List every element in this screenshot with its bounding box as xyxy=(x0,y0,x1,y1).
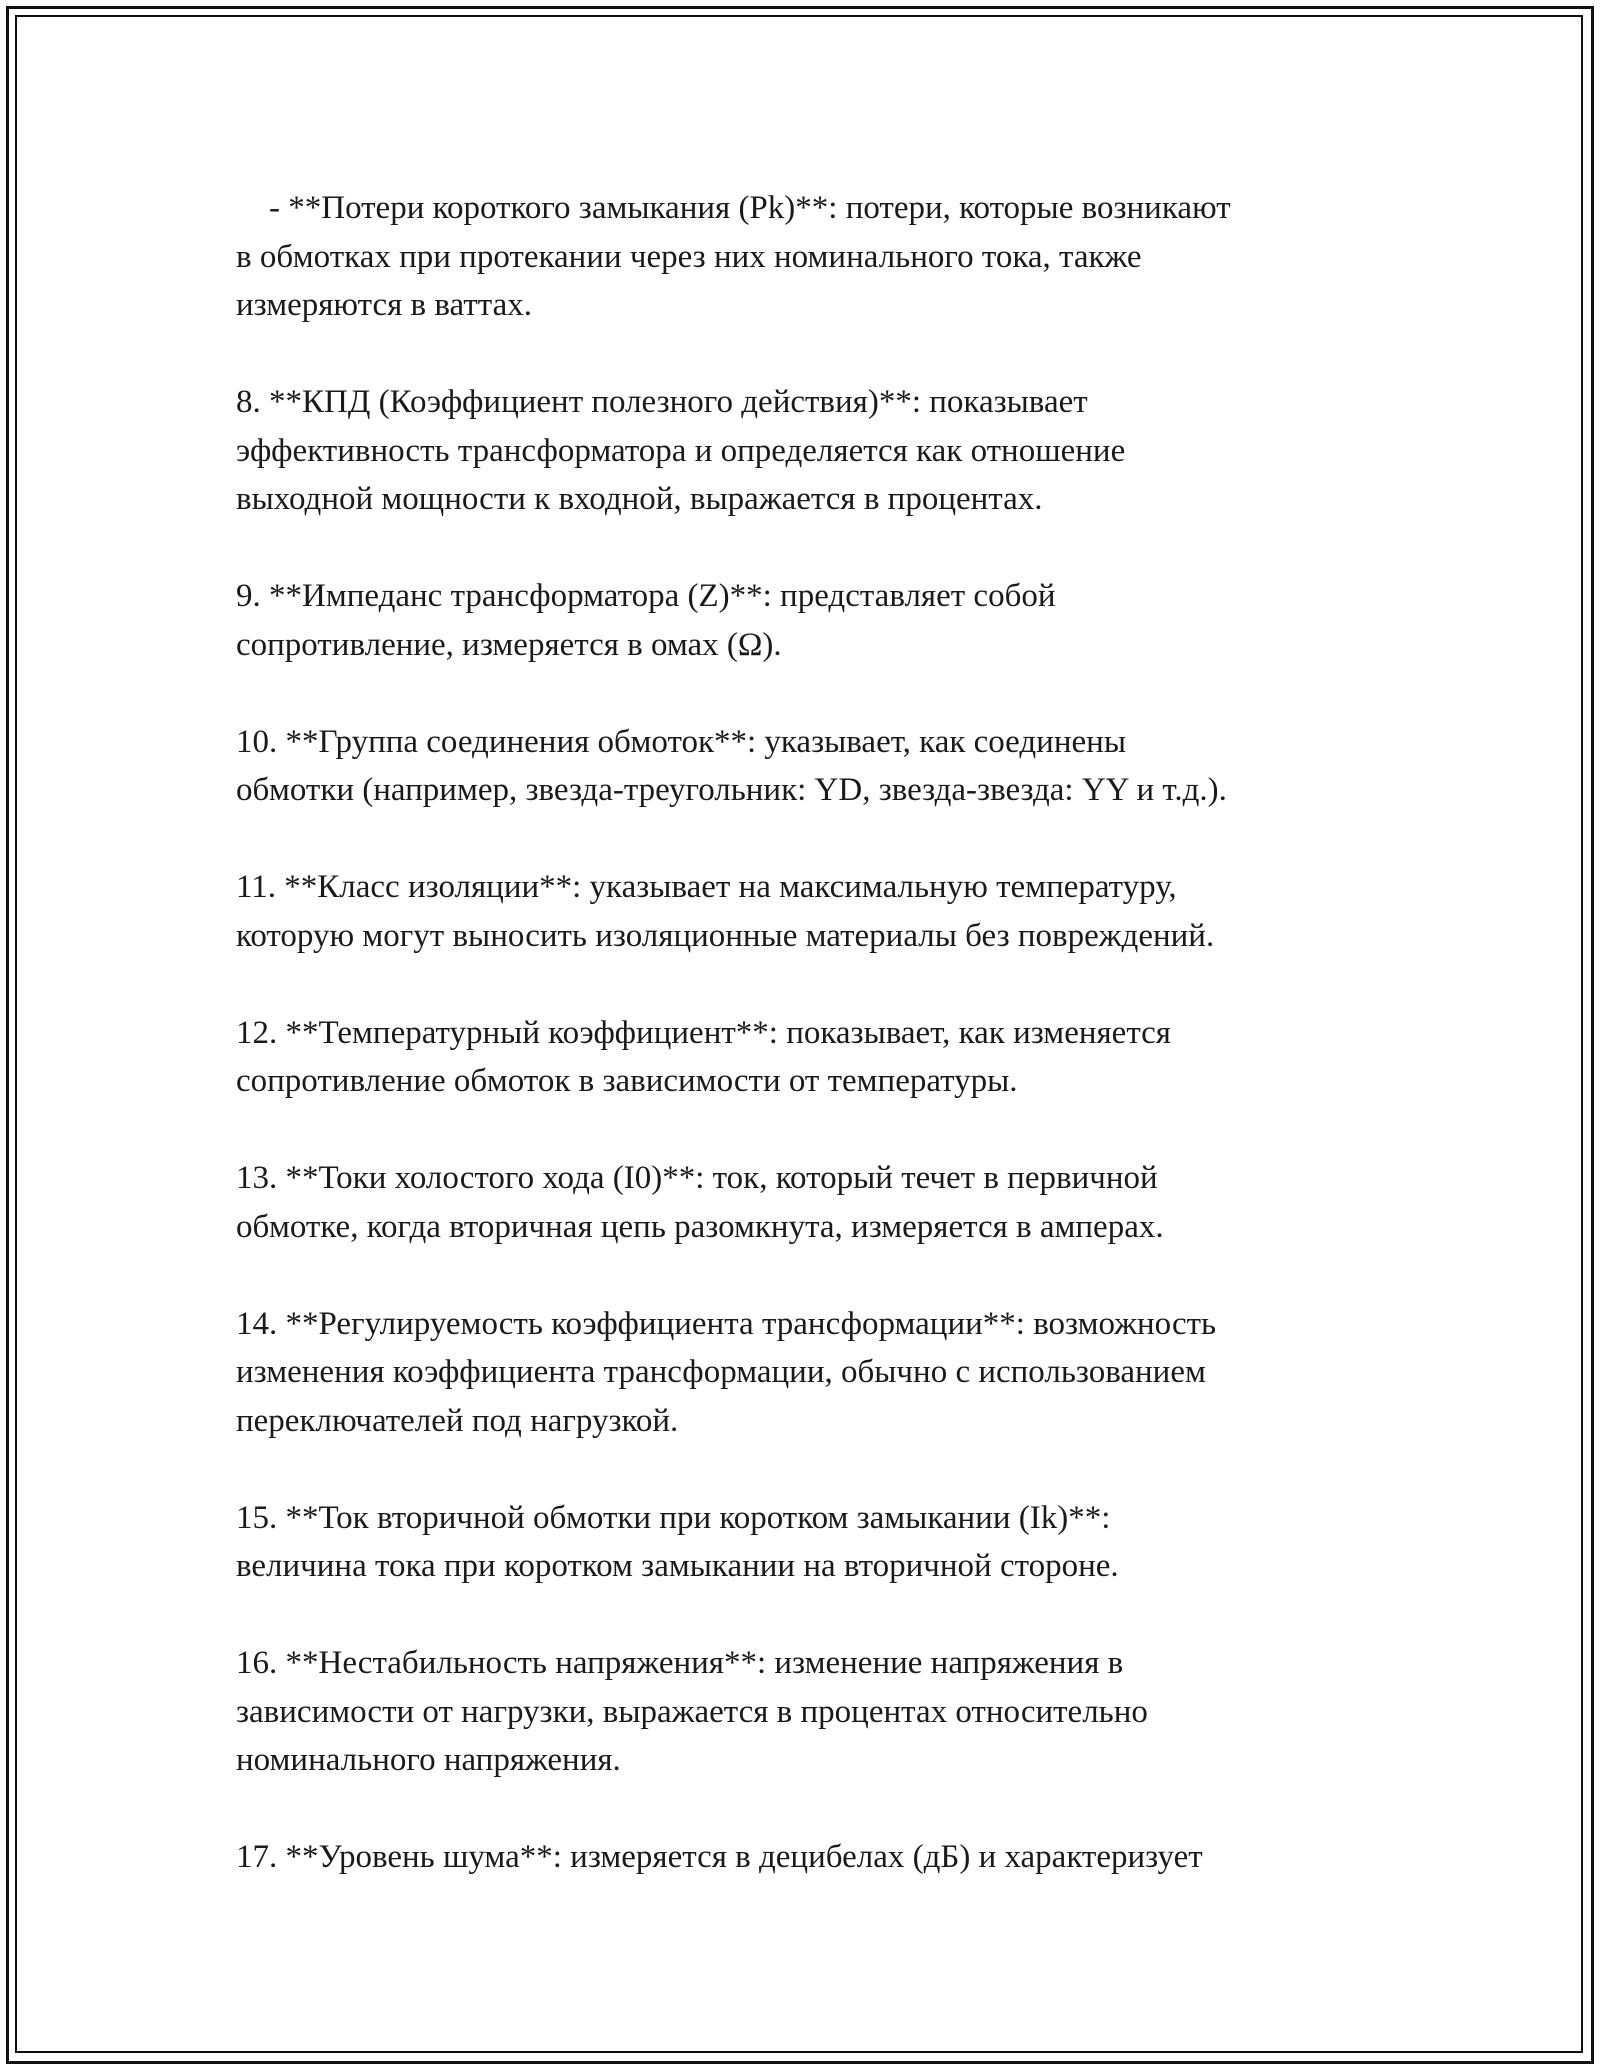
paragraph-line: 15. **Ток вторичной обмотки при коротком замыкании (Ik)**: xyxy=(236,1499,1111,1536)
document-paragraph xyxy=(236,1154,1366,1251)
document-paragraph xyxy=(236,572,1366,669)
paragraph-line: измеряются в ваттах. xyxy=(236,287,532,323)
document-paragraph xyxy=(236,1009,1366,1106)
document-paragraph xyxy=(236,1639,1366,1785)
document-paragraph xyxy=(236,1300,1366,1446)
paragraph-line: 10. **Группа соединения обмоток**: указывает, как соединены xyxy=(236,723,1126,760)
document-paragraph xyxy=(236,184,1366,330)
paragraph-line: обмотки (например, звезда-треугольник: YD, звезда-звезда: YY и т.д.). xyxy=(236,772,1227,808)
paragraph-line: 13. **Токи холостого хода (I0)**: ток, который течет в первичной xyxy=(236,1160,1158,1196)
paragraph-line: переключателей под нагрузкой. xyxy=(236,1402,679,1439)
paragraph-line: сопротивление, измеряется в омах (Ω). xyxy=(236,626,782,663)
paragraph-line: зависимости от нагрузки, выражается в процентах относительно xyxy=(236,1693,1148,1730)
paragraph-line: 9. **Импеданс трансформатора (Z)**: представляет собой xyxy=(236,578,1056,614)
paragraph-line: величина тока при коротком замыкании на вторичной стороне. xyxy=(236,1548,1119,1584)
paragraph-line: эффективность трансформатора и определяется как отношение xyxy=(236,432,1126,469)
document-paragraph xyxy=(236,863,1366,960)
paragraph-line: 17. **Уровень шума**: измеряется в децибелах (дБ) и характеризует xyxy=(236,1839,1203,1875)
paragraph-line: 14. **Регулируемость коэффициента трансформации**: возможность xyxy=(236,1305,1217,1342)
paragraph-line: номинального напряжения. xyxy=(236,1742,621,1778)
paragraph-line: - **Потери короткого замыкания (Pk)**: потери, которые возникают xyxy=(236,190,1231,226)
paragraph-line: 11. **Класс изоляции**: указывает на максимальную температуру, xyxy=(236,869,1177,905)
paragraph-line: сопротивление обмоток в зависимости от температуры. xyxy=(236,1063,1018,1099)
document-paragraph xyxy=(236,1494,1366,1591)
paragraph-line: 12. **Температурный коэффициент**: показывает, как изменяется xyxy=(236,1014,1171,1051)
paragraph-line: в обмотках при протекании через них номинального тока, также xyxy=(236,238,1142,275)
paragraph-line: изменения коэффициента трансформации, обычно с использованием xyxy=(236,1354,1206,1390)
paragraph-line: которую могут выносить изоляционные материалы без повреждений. xyxy=(236,917,1215,954)
paragraph-line: выходной мощности к входной, выражается в процентах. xyxy=(236,481,1043,517)
paragraph-line: обмотке, когда вторичная цепь разомкнута, измеряется в амперах. xyxy=(236,1208,1164,1245)
document-page xyxy=(236,184,1366,1882)
paragraph-line: 16. **Нестабильность напряжения**: изменение напряжения в xyxy=(236,1645,1124,1681)
paragraph-line: 8. **КПД (Коэффициент полезного действия)**: показывает xyxy=(236,384,1088,420)
document-paragraph xyxy=(236,378,1366,524)
document-paragraph xyxy=(236,718,1366,815)
document-paragraph xyxy=(236,1833,1366,1882)
